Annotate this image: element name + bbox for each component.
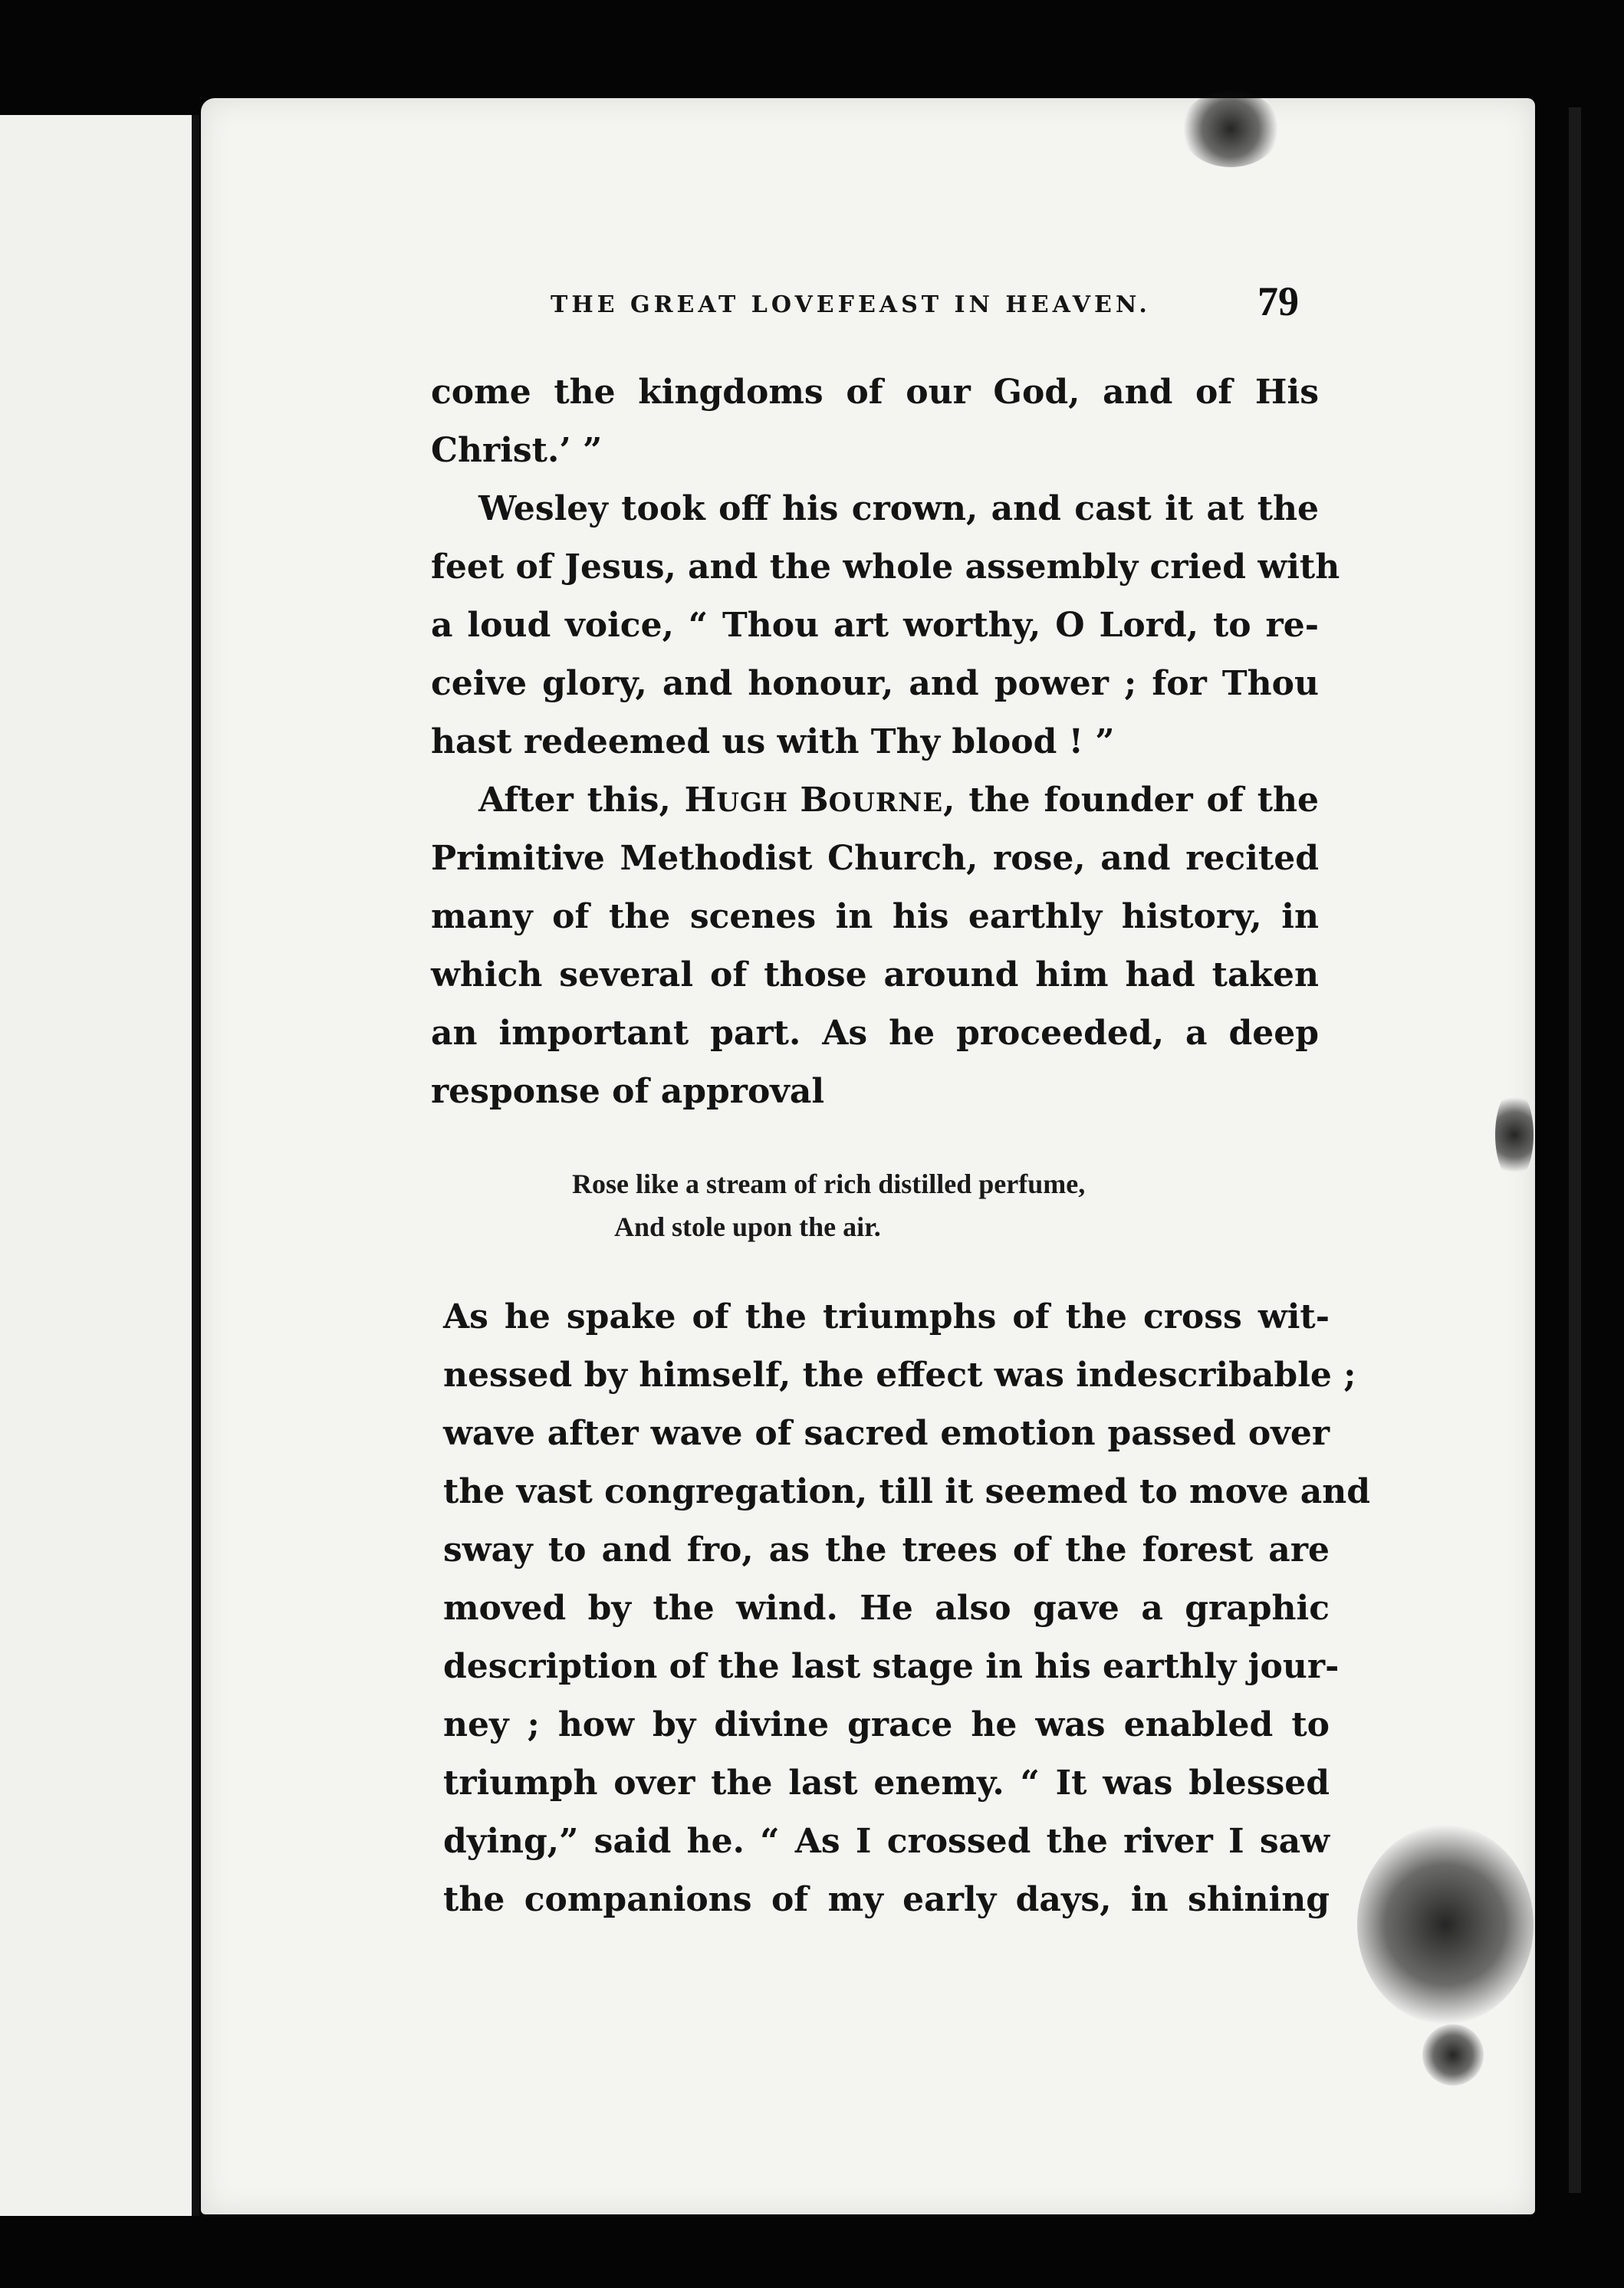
ink-stain <box>1181 90 1280 167</box>
text-line: Christ.’ ” <box>431 431 603 470</box>
text-line: description of the last stage in his earthly jour- <box>443 1647 1340 1686</box>
verse-line: And stole upon the air. <box>614 1211 881 1242</box>
text-line: response of approval <box>431 1072 825 1111</box>
paragraph-3 <box>431 771 1319 1121</box>
person-name-initial: H <box>684 781 717 820</box>
verse-line: Rose like a stream of rich distilled perfume, <box>572 1169 1086 1199</box>
text-line: Wesley took off his crown, and cast it at the <box>478 489 1319 528</box>
facing-page <box>0 115 199 2216</box>
text-line: hast redeemed us with Thy blood ! ” <box>431 722 1115 761</box>
text-line: dying,” said he. “ As I crossed the river I saw <box>443 1822 1330 1861</box>
text-line: feet of Jesus, and the whole assembly cried with <box>431 547 1340 587</box>
text-line: sway to and fro, as the trees of the forest are <box>443 1530 1330 1570</box>
text-line: As he spake of the triumphs of the cross wit- <box>443 1297 1330 1336</box>
person-name-smallcaps: OURNE <box>828 787 944 818</box>
running-head: THE GREAT LOVEFEAST IN HEAVEN. <box>551 291 1151 318</box>
text-line: many of the scenes in his earthly history, in <box>431 897 1319 936</box>
paragraph-2 <box>431 480 1340 771</box>
text-line: moved by the wind. He also gave a graphic <box>443 1589 1330 1628</box>
ink-stain <box>1357 1825 1534 2024</box>
text-line: Primitive Methodist Church, rose, and recited <box>431 839 1319 878</box>
person-name-initial: B <box>800 781 829 820</box>
text-run: , the founder of the <box>943 781 1319 820</box>
paragraph-1 <box>431 363 1319 480</box>
text-line: the companions of my early days, in shining <box>443 1880 1330 1919</box>
page-number: 79 <box>1257 278 1299 324</box>
text-line: the vast congregation, till it seemed to move and <box>443 1472 1371 1511</box>
text-run: After this, <box>478 781 685 820</box>
text-line <box>431 771 1319 830</box>
paragraph-4 <box>443 1288 1371 1929</box>
page-edge <box>1569 107 1581 2193</box>
text-line: come the kingdoms of our God, and of His <box>431 373 1319 412</box>
person-name-smallcaps: UGH <box>716 787 800 818</box>
text-line: wave after wave of sacred emotion passed over <box>443 1414 1330 1453</box>
ink-stain <box>1422 2024 1484 2086</box>
text-line: an important part. As he proceeded, a deep <box>431 1014 1319 1053</box>
text-line: which several of those around him had taken <box>431 955 1319 994</box>
text-line: triumph over the last enemy. “ It was blessed <box>443 1764 1330 1803</box>
verse-quote <box>572 1162 1085 1248</box>
text-line: ceive glory, and honour, and power ; for Thou <box>431 664 1319 703</box>
ink-stain <box>1495 1089 1534 1181</box>
text-line: a loud voice, “ Thou art worthy, O Lord, to re- <box>431 606 1319 645</box>
text-line: nessed by himself, the effect was indescribable ; <box>443 1356 1356 1395</box>
text-line: ney ; how by divine grace he was enabled to <box>443 1705 1330 1744</box>
